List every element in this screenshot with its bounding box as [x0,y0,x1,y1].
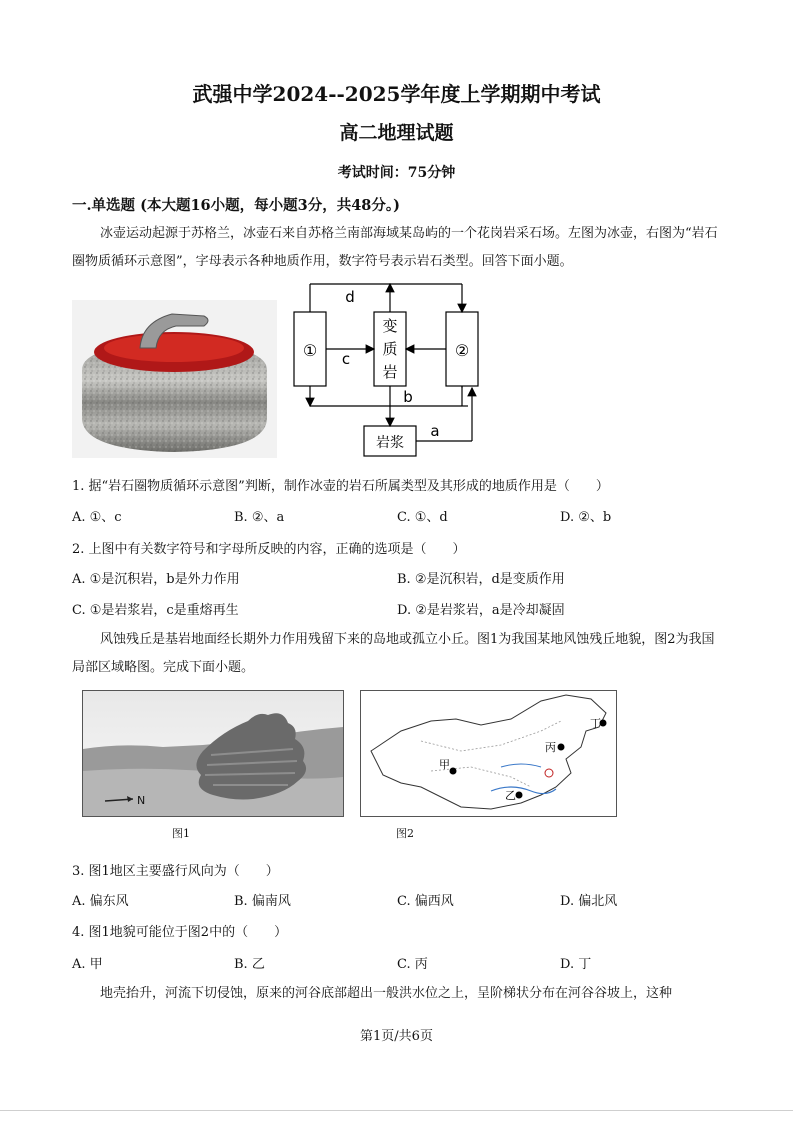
map-label-ding: 丁 [590,717,601,730]
q4-option-c[interactable]: C. 丙 [397,957,428,972]
question-1-stem: 1. 据“岩石圈物质循环示意图”判断，制作冰壶的岩石所属类型及其形成的地质作用是（ ） [72,479,609,494]
subject-title: 高二地理试题 [339,122,454,144]
passage-river-terrace: 地壳抬升，河流下切侵蚀，原来的河谷底部超出一般洪水位之上，呈阶梯状分布在河谷谷坡上，这种 [100,986,673,1001]
passage-wind-erosion: 风蚀残丘是基岩地面经长期外力作用残留下来的岛地或孤立小丘。图1为我国某地风蚀残丘地貌，图2为我国局部区域略图。完成下面小题。 [72,632,715,675]
metamorphic-char-1: 变 [382,317,398,335]
metamorphic-char-3: 岩 [382,363,398,381]
exam-title: 武强中学2024--2025学年度上学期期中考试 [192,82,601,106]
q4-option-a[interactable]: A. 甲 [72,957,103,972]
magma-label: 岩浆 [376,435,404,451]
q1-option-b[interactable]: B. ②、a [234,510,285,525]
question-2-stem: 2. 上图中有关数字符号和字母所反映的内容，正确的选项是（ ） [72,542,466,557]
question-4-stem: 4. 图1地貌可能位于图2中的（ ） [72,925,288,940]
map-label-jia: 甲 [439,758,450,771]
map-label-bing: 丙 [545,741,556,754]
q2-option-d[interactable]: D. ②是岩浆岩，a是冷却凝固 [397,603,565,618]
q4-option-b[interactable]: B. 乙 [234,957,265,972]
page-number: 第1页/共6页 [360,1029,433,1044]
q3-option-b[interactable]: B. 偏南风 [234,894,291,909]
q1-option-d[interactable]: D. ②、b [560,510,612,525]
figure-2-caption: 图2 [396,827,414,840]
rock-label-2: ② [454,341,470,360]
q3-option-c[interactable]: C. 偏西风 [397,894,454,909]
q2-option-a[interactable]: A. ①是沉积岩，b是外力作用 [72,572,240,587]
page-bottom-divider [0,1110,793,1111]
q2-option-b[interactable]: B. ②是沉积岩，d是变质作用 [397,572,565,587]
label-c: c [341,350,351,368]
rock-label-1: ① [302,341,318,360]
q1-option-c[interactable]: C. ①、d [397,510,448,525]
label-d: d [345,288,355,306]
q2-option-c[interactable]: C. ①是岩浆岩，c是重熔再生 [72,603,239,618]
label-a: a [430,422,440,440]
compass-north-label: N [137,794,146,807]
rock-cycle-diagram [290,278,490,460]
q1-option-a[interactable]: A. ①、c [72,510,122,525]
q3-option-d[interactable]: D. 偏北风 [560,894,618,909]
map-label-yi: 乙 [505,789,516,802]
map-point-bing [558,744,565,751]
figure-2-map [360,690,617,817]
figure-1-caption: 图1 [172,827,190,840]
map-point-jia [450,768,457,775]
question-3-stem: 3. 图1地区主要盛行风向为（ ） [72,864,279,879]
section-heading: 一.单选题 (本大题16小题，每小题3分，共48分。) [72,197,401,214]
curling-stone-image [72,300,277,458]
map-point-yi [516,792,523,799]
exam-time: 考试时间：75分钟 [337,165,456,181]
metamorphic-char-2: 质 [382,340,398,358]
q4-option-d[interactable]: D. 丁 [560,957,592,972]
figure-1-photo [82,690,344,817]
passage-curling: 冰壶运动起源于苏格兰，冰壶石来自苏格兰南部海域某岛屿的一个花岗岩采石场。左图为冰壶，右图为“岩石圈物质循环示意图”，字母表示各种地质作用，数字符号表示岩石类型。回答下面小题。 [72,226,718,269]
q3-option-a[interactable]: A. 偏东风 [72,894,129,909]
label-b: b [403,388,413,406]
